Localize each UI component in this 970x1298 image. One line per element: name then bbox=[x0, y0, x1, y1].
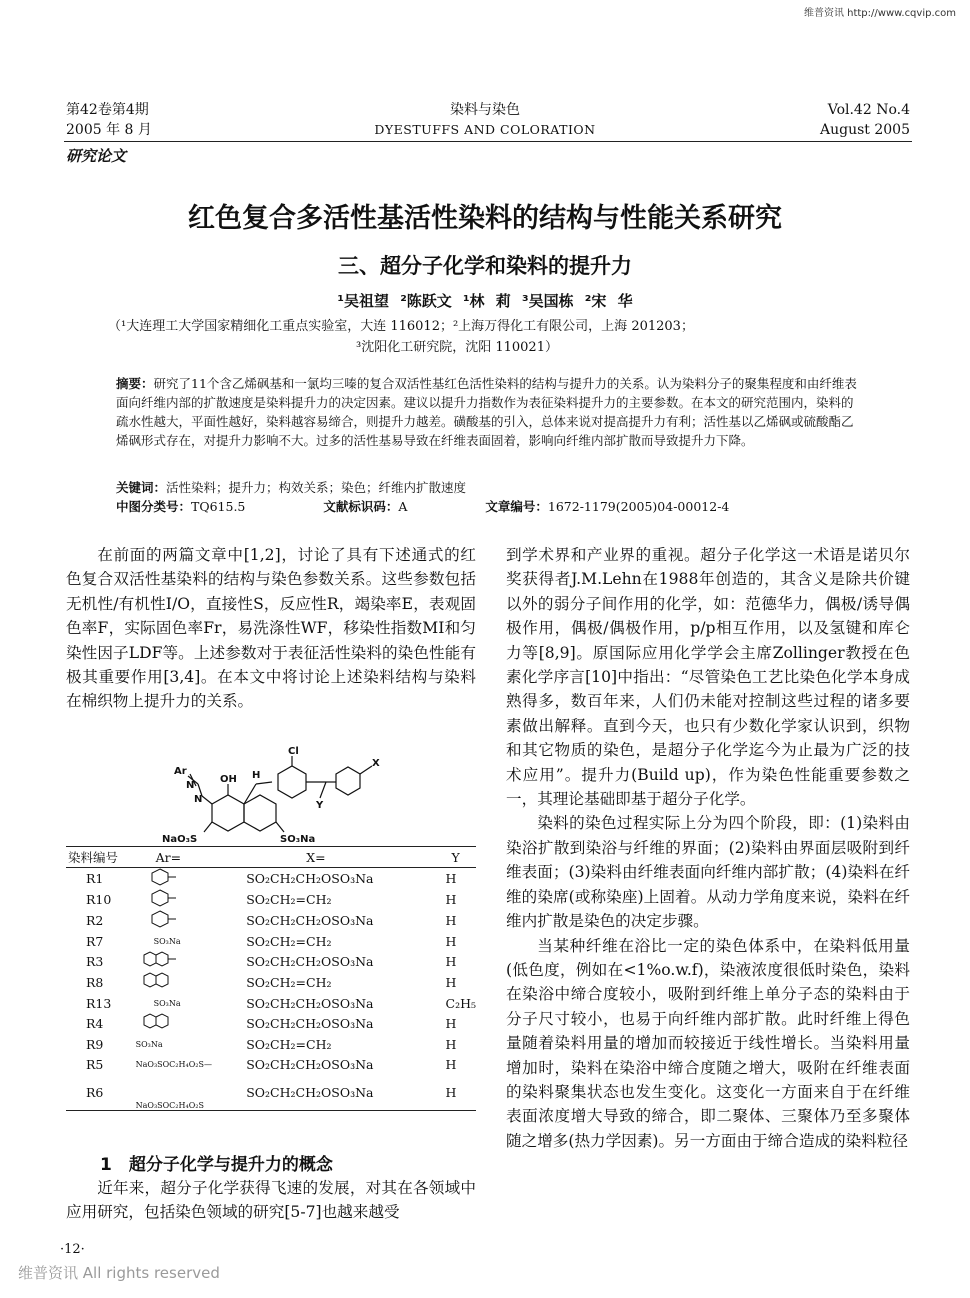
y-group: H bbox=[445, 913, 457, 928]
x-group: SO₂CH₂CH₂OSO₃Na bbox=[246, 1056, 374, 1072]
x-group: SO₂CH₂CH₂OSO₃Na bbox=[246, 871, 374, 886]
y-group: H bbox=[445, 975, 457, 990]
x-group: SO₂CH₂CH₂OSO₃Na bbox=[246, 954, 374, 969]
ar-structure-cell bbox=[136, 1013, 247, 1034]
y-group: H bbox=[445, 871, 457, 886]
dye-id: R3 bbox=[86, 954, 104, 969]
keywords bbox=[116, 478, 862, 497]
structure-y-label: Y bbox=[316, 800, 324, 811]
dye-id: R8 bbox=[86, 975, 104, 990]
paper-subtitle: 三、超分子化学和染料的提升力 bbox=[338, 254, 632, 278]
dye-id: R2 bbox=[86, 913, 104, 928]
affiliation-line-2: ³沈阳化工研究院，沈阳 110021） bbox=[356, 340, 558, 355]
header-rule bbox=[64, 141, 912, 142]
ar-structure-cell bbox=[136, 972, 247, 993]
section-tag: 研究论文 bbox=[66, 147, 127, 165]
ar-substituent-label: SO₃Na bbox=[153, 998, 181, 1008]
classification-line bbox=[116, 497, 862, 516]
naphthyl-ring-icon bbox=[136, 951, 206, 969]
doc-code-label: 文献标识码： bbox=[323, 499, 399, 514]
x-group: SO₂CH₂=CH₂ bbox=[246, 975, 332, 990]
y-group: H bbox=[445, 1036, 457, 1052]
publication-date: 2005 年 8 月 bbox=[66, 122, 152, 138]
x-group: SO₂CH₂CH₂OSO₃Na bbox=[246, 1016, 374, 1031]
phenyl-ring-icon bbox=[136, 889, 196, 907]
ar-structure-cell bbox=[136, 868, 247, 889]
structure-so3na-left: NaO₃S bbox=[162, 834, 198, 845]
x-group: SO₂CH₂CH₂OSO₃Na bbox=[246, 995, 374, 1011]
section1-paragraph: 近年来，超分子化学获得飞速的发展，对其在各领域中应用研究，包括染色领域的研究[5-7]也越来越受 bbox=[66, 1179, 476, 1222]
ar-substituent-label: NaO₃SOC₂H₄O₂S— bbox=[135, 1059, 212, 1069]
table-row bbox=[66, 1013, 476, 1034]
volume-issue: 第42卷第4期 bbox=[66, 102, 149, 118]
right-paragraph-1: 到学术界和产业界的重视。超分子化学这一术语是诺贝尔奖获得者J.M.Lehn在1988年创造的，其含义是除共价键以外的弱分子间作用的化学，如：范德华力，偶极/诱导偶极作用，偶极/偶极作用，p/p相互作用，以及氢键和库仑力等[8,9]。原国际应用化学学会主席Zollinger教授在色素化学序言[10]中指出：“尽管染色工艺比染色化学本身成熟得多，数百年来，人们仍未能对控制这些过程的诸多要素做出解释。直到今天，也只有少数化学家认识到，织物和其它物质的染色，是超分子化学迄今为止最为广泛的技术应用”。提升力(Build up)，作为染色性能重要参数之一，其理论基础即基于超分子化学。 bbox=[506, 546, 910, 809]
top-watermark: 维普资讯 http://www.cqvip.com bbox=[803, 8, 956, 19]
intro-paragraph: 在前面的两篇文章中[1,2]，讨论了具有下述通式的红色复合双活性基染料的结构与染色参数关系。这些参数包括无机性/有机性I/O，直接性S，反应性R，竭染率E，表观固色率F，实际固色率Fr，易洗涤性WF，移染性指数MI和匀染性因子LDF等。上述参数对于表征活性染料的染色性能有极其重要作用[3,4]。在本文中将讨论上述染料结构与染料在棉织物上提升力的关系。 bbox=[66, 546, 476, 711]
journal-issue-right bbox=[820, 100, 910, 140]
naphthyl-ring-icon bbox=[136, 1013, 206, 1031]
col-header-x: X= bbox=[306, 849, 326, 865]
x-group: SO₂CH₂=CH₂ bbox=[246, 892, 332, 907]
ar-structure-cell bbox=[136, 951, 247, 972]
y-group: H bbox=[445, 892, 457, 907]
authors: ¹吴祖望 ²陈跃文 ¹林 莉 ³吴国栋 ²宋 华 bbox=[337, 292, 633, 310]
table-row bbox=[66, 1034, 476, 1054]
article-no-value: 1672-1179(2005)04-00012-4 bbox=[547, 499, 730, 514]
table-row bbox=[66, 993, 476, 1013]
dye-id: R7 bbox=[86, 933, 104, 949]
clc-label: 中图分类号： bbox=[116, 499, 192, 514]
dye-id: R9 bbox=[86, 1036, 104, 1052]
x-group: SO₂CH₂CH₂OSO₃Na bbox=[246, 913, 374, 928]
article-no-label: 文章编号： bbox=[485, 499, 548, 514]
structure-oh-label: OH bbox=[220, 774, 237, 785]
affiliation-line-1: （¹大连理工大学国家精细化工重点实验室，大连 116012；²上海万得化工有限公司，上海 201203； bbox=[108, 319, 694, 334]
dye-id: R4 bbox=[86, 1016, 104, 1031]
table-row bbox=[66, 868, 476, 889]
table-row bbox=[66, 910, 476, 931]
sulfophenyl-ring-icon bbox=[136, 910, 196, 928]
table-row bbox=[66, 1054, 476, 1074]
structure-n2-label: N bbox=[194, 794, 203, 805]
general-structure-diagram bbox=[160, 746, 420, 845]
y-group: H bbox=[445, 954, 457, 969]
y-group: H bbox=[445, 1056, 457, 1072]
y-group: H bbox=[445, 1084, 457, 1100]
structure-x-label: X bbox=[372, 758, 380, 769]
dye-id: R5 bbox=[86, 1056, 104, 1072]
dye-id: R13 bbox=[86, 995, 112, 1011]
dye-id: R6 bbox=[86, 1084, 104, 1100]
clc-value: TQ615.5 bbox=[191, 499, 246, 514]
ar-substituent-label: SO₃Na bbox=[135, 1039, 163, 1049]
dye-id: R1 bbox=[86, 871, 104, 886]
phenyl-ring-icon bbox=[136, 868, 196, 886]
table-header-row bbox=[66, 847, 476, 867]
doc-code-value: A bbox=[398, 499, 408, 514]
publication-date-en: August 2005 bbox=[820, 122, 910, 138]
table-row bbox=[66, 951, 476, 972]
x-group: SO₂CH₂=CH₂ bbox=[246, 1036, 332, 1052]
structure-cl-label: Cl bbox=[288, 746, 299, 757]
ar-structure-cell bbox=[136, 889, 247, 910]
keywords-label: 关键词： bbox=[116, 480, 167, 495]
journal-name bbox=[335, 100, 635, 140]
journal-name-cn: 染料与染色 bbox=[450, 102, 520, 118]
right-paragraph-2: 染料的染色过程实际上分为四个阶段，即：(1)染料由染浴扩散到染浴与纤维的界面；(2)染料由界面层吸附到纤维表面；(3)染料由纤维表面向纤维内部扩散；(4)染料在纤维的染席(或称染座)上固着。从动力学角度来说，染料在纤维内扩散是染色的决定步骤。 bbox=[506, 814, 910, 931]
section-heading: 1 超分子化学与提升力的概念 bbox=[100, 1155, 333, 1175]
ar-structure-cell bbox=[136, 910, 247, 931]
col-header-y: Y bbox=[451, 849, 460, 865]
x-group: SO₂CH₂CH₂OSO₃Na bbox=[246, 1084, 374, 1100]
table-row bbox=[66, 931, 476, 951]
dye-table-container bbox=[66, 846, 476, 1111]
footer-watermark: 维普资讯 All rights reserved bbox=[18, 1264, 220, 1282]
affiliations bbox=[108, 316, 694, 358]
abstract-label: 摘要： bbox=[116, 376, 154, 391]
abstract bbox=[116, 374, 862, 450]
dye-table bbox=[66, 847, 476, 1110]
volume-issue-en: Vol.42 No.4 bbox=[827, 102, 910, 118]
structure-so3na-right: SO₃Na bbox=[280, 834, 316, 845]
structure-n1-label: N bbox=[186, 780, 195, 791]
journal-name-en: DYESTUFFS AND COLORATION bbox=[374, 122, 596, 137]
dye-id: R10 bbox=[86, 892, 112, 907]
abstract-text: 研究了11个含乙烯砜基和一氯均三嗪的复合双活性基红色活性染料的结构与提升力的关系。认为染料分子的聚集程度和由纤维表面向纤维内部的扩散速度是染料提升力的决定因素。建议以提升力指数作为表征染料提升力的主要参数。在本文的研究范围内，染料的疏水性越大，平面性越好，染料越容易缔合，则提升力越差。磺酸基的引入，总体来说对提高提升力有利；活性基以乙烯砜或硫酸酯乙烯砜形式存在，对提升力影响不大。过多的活性基易导致在纤维表面固着，影响向纤维内部扩散而导致提升力下降。 bbox=[116, 376, 857, 448]
table-row bbox=[66, 1074, 476, 1110]
ar-substituent-label: NaO₃SOC₂H₄O₂S bbox=[135, 1101, 204, 1110]
right-paragraph-3: 当某种纤维在浴比一定的染色体系中，在染料低用量(低色度，例如在<1%o.w.f)，染液浓度很低时染色，染料在染浴中缔合度较小，吸附到纤维上单分子态的染料由于分子尺寸较小，也易于向纤维内部扩散。此时纤维上得色量随着染料用量的增加而较接近于线性增长。当染料用量增加时，染料在染浴中缔合度随之增大，吸附在纤维表面的染料聚集状态也发生变化。这变化一方面来自于在纤维表面浓度增大导致的缔合，即二聚体、三聚体乃至多聚体随之增多(热力学因素)。另一方面由于缔合造成的染料粒径 bbox=[506, 936, 910, 1150]
journal-issue-left bbox=[66, 100, 152, 140]
right-column bbox=[506, 543, 910, 1153]
paper-title: 红色复合多活性基活性染料的结构与性能关系研究 bbox=[188, 203, 782, 234]
y-group: H bbox=[445, 933, 457, 949]
y-group: H bbox=[445, 1016, 457, 1031]
page-number: ·12· bbox=[60, 1242, 85, 1257]
keywords-text: 活性染料；提升力；构效关系；染色；纤维内扩散速度 bbox=[166, 480, 467, 495]
structure-ar-label: Ar bbox=[174, 766, 187, 777]
naphthyl-ring-icon bbox=[136, 972, 206, 990]
col-header-id: 染料编号 bbox=[68, 850, 119, 865]
x-group: SO₂CH₂=CH₂ bbox=[246, 933, 332, 949]
col-header-ar: Ar= bbox=[155, 849, 182, 865]
structure-h-label: H bbox=[252, 770, 261, 781]
table-row bbox=[66, 889, 476, 910]
ar-substituent-label: SO₃Na bbox=[153, 936, 181, 946]
table-bottom-rule bbox=[66, 1110, 476, 1111]
table-row bbox=[66, 972, 476, 993]
y-group: C₂H₅ bbox=[445, 995, 476, 1011]
